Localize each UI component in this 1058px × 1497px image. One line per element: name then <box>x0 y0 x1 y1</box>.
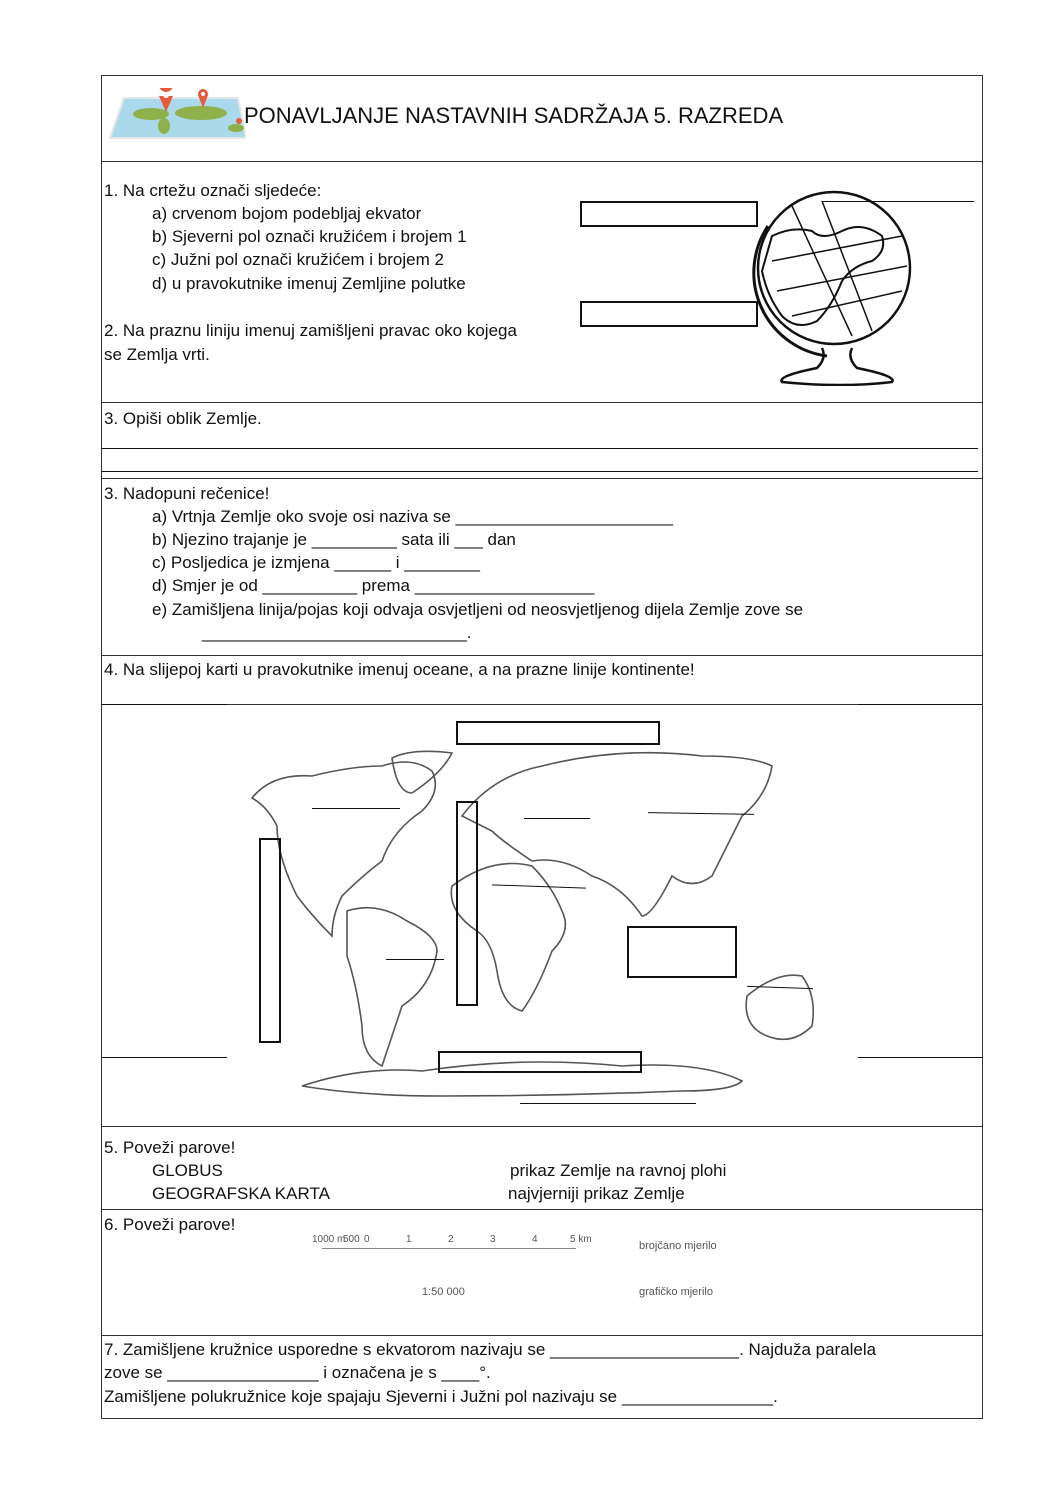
continent-answer-line[interactable] <box>858 1057 982 1058</box>
south-america-outline <box>347 908 437 1066</box>
divider <box>102 402 982 403</box>
divider <box>102 655 982 656</box>
continent-answer-line[interactable] <box>386 959 444 960</box>
scale-tick: 3 <box>490 1234 496 1245</box>
answer-line[interactable] <box>102 448 978 449</box>
scale-tick: 2 <box>448 1234 454 1245</box>
worksheet <box>101 75 983 1419</box>
continent-answer-line[interactable] <box>520 1103 696 1104</box>
task1-item: b) Sjeverni pol označi kružićem i brojem 1 <box>152 227 467 246</box>
page-title: PONAVLJANJE NASTAVNIH SADRŽAJA 5. RAZREDA <box>244 103 784 128</box>
header-logo <box>106 88 246 144</box>
divider <box>102 1126 982 1127</box>
scale-tick: 0 <box>364 1234 370 1245</box>
ratio-scale: 1:50 000 <box>422 1286 465 1298</box>
ocean-answer-box[interactable] <box>438 1051 642 1073</box>
task7-text: 7. Zamišljene kružnice usporedne s ekvatorom nazivaju se ____________________. Najduža paralela <box>104 1340 877 1359</box>
task4-heading: 4. Na slijepoj karti u pravokutnike imenuj oceane, a na prazne linije kontinente! <box>104 660 695 679</box>
ocean-answer-box[interactable] <box>259 838 281 1043</box>
ocean-answer-box[interactable] <box>627 926 737 978</box>
graphic-scale-bar <box>312 1234 592 1256</box>
scale-tick: 1000 m <box>312 1234 346 1245</box>
ocean-answer-box[interactable] <box>456 801 478 1006</box>
scale-label: grafičko mjerilo <box>639 1286 713 1298</box>
scale-tick: 1 <box>406 1234 412 1245</box>
continent-answer-line[interactable] <box>102 1057 227 1058</box>
divider <box>102 1335 982 1336</box>
task7-text: Zamišljene polukružnice koje spajaju Sjeverni i Južni pol nazivaju se ________________. <box>104 1387 778 1406</box>
task1-item: d) u pravokutnike imenuj Zemljine polutke <box>152 274 466 293</box>
continent-answer-line[interactable] <box>524 818 590 819</box>
task3a-heading: 3. Opiši oblik Zemlje. <box>104 409 262 428</box>
greenland-outline <box>392 751 452 793</box>
task3b-item: d) Smjer je od __________ prema ___________________ <box>152 576 595 595</box>
task5-left-item: GLOBUS <box>152 1161 223 1180</box>
continent-answer-line[interactable] <box>102 704 227 705</box>
ocean-answer-box[interactable] <box>456 721 660 745</box>
task3b-item: c) Posljedica je izmjena ______ i ________ <box>152 553 480 572</box>
task2-text: se Zemlja vrti. <box>104 345 210 364</box>
globe-illustration <box>732 186 932 386</box>
divider <box>102 161 982 162</box>
scale-label: brojčano mjerilo <box>639 1240 717 1252</box>
task5-right-item: prikaz Zemlje na ravnoj plohi <box>510 1161 727 1180</box>
task3b-item: a) Vrtnja Zemlje oko svoje osi naziva se _______________________ <box>152 507 674 526</box>
divider <box>102 1209 982 1210</box>
task3b-item: e) Zamišljena linija/pojas koji odvaja osvjetljeni od neosvjetljenog dijela Zemlje zove se <box>152 600 804 619</box>
task5-right-item: najvjerniji prikaz Zemlje <box>508 1184 685 1203</box>
scale-tick: 500 <box>343 1234 360 1245</box>
task1-item: c) Južni pol označi kružićem i brojem 2 <box>152 250 444 269</box>
task3b-item: ____________________________. <box>202 623 472 642</box>
answer-line[interactable] <box>102 471 978 472</box>
task3b-heading: 3. Nadopuni rečenice! <box>104 484 270 503</box>
scale-tick: 4 <box>532 1234 538 1245</box>
task6-heading: 6. Poveži parove! <box>104 1215 236 1234</box>
continent-answer-line[interactable] <box>858 704 982 705</box>
task7-text: zove se ________________ i označena je s ____°. <box>104 1363 491 1382</box>
divider <box>102 478 982 479</box>
australia-outline <box>746 975 813 1039</box>
continent-answer-line[interactable] <box>312 808 400 809</box>
task3b-item: b) Njezino trajanje je _________ sata ili ___ dan <box>152 530 516 549</box>
task5-heading: 5. Poveži parove! <box>104 1138 236 1157</box>
eurasia-outline <box>462 753 772 916</box>
task1-item: a) crvenom bojom podebljaj ekvator <box>152 204 422 223</box>
scale-tick: 5 km <box>570 1234 592 1245</box>
task2-text: 2. Na praznu liniju imenuj zamišljeni pravac oko kojega <box>104 321 517 340</box>
task1-heading: 1. Na crtežu označi sljedeće: <box>104 181 322 200</box>
world-map-pins-icon <box>106 88 246 144</box>
divider <box>102 704 982 705</box>
task5-left-item: GEOGRAFSKA KARTA <box>152 1184 330 1203</box>
